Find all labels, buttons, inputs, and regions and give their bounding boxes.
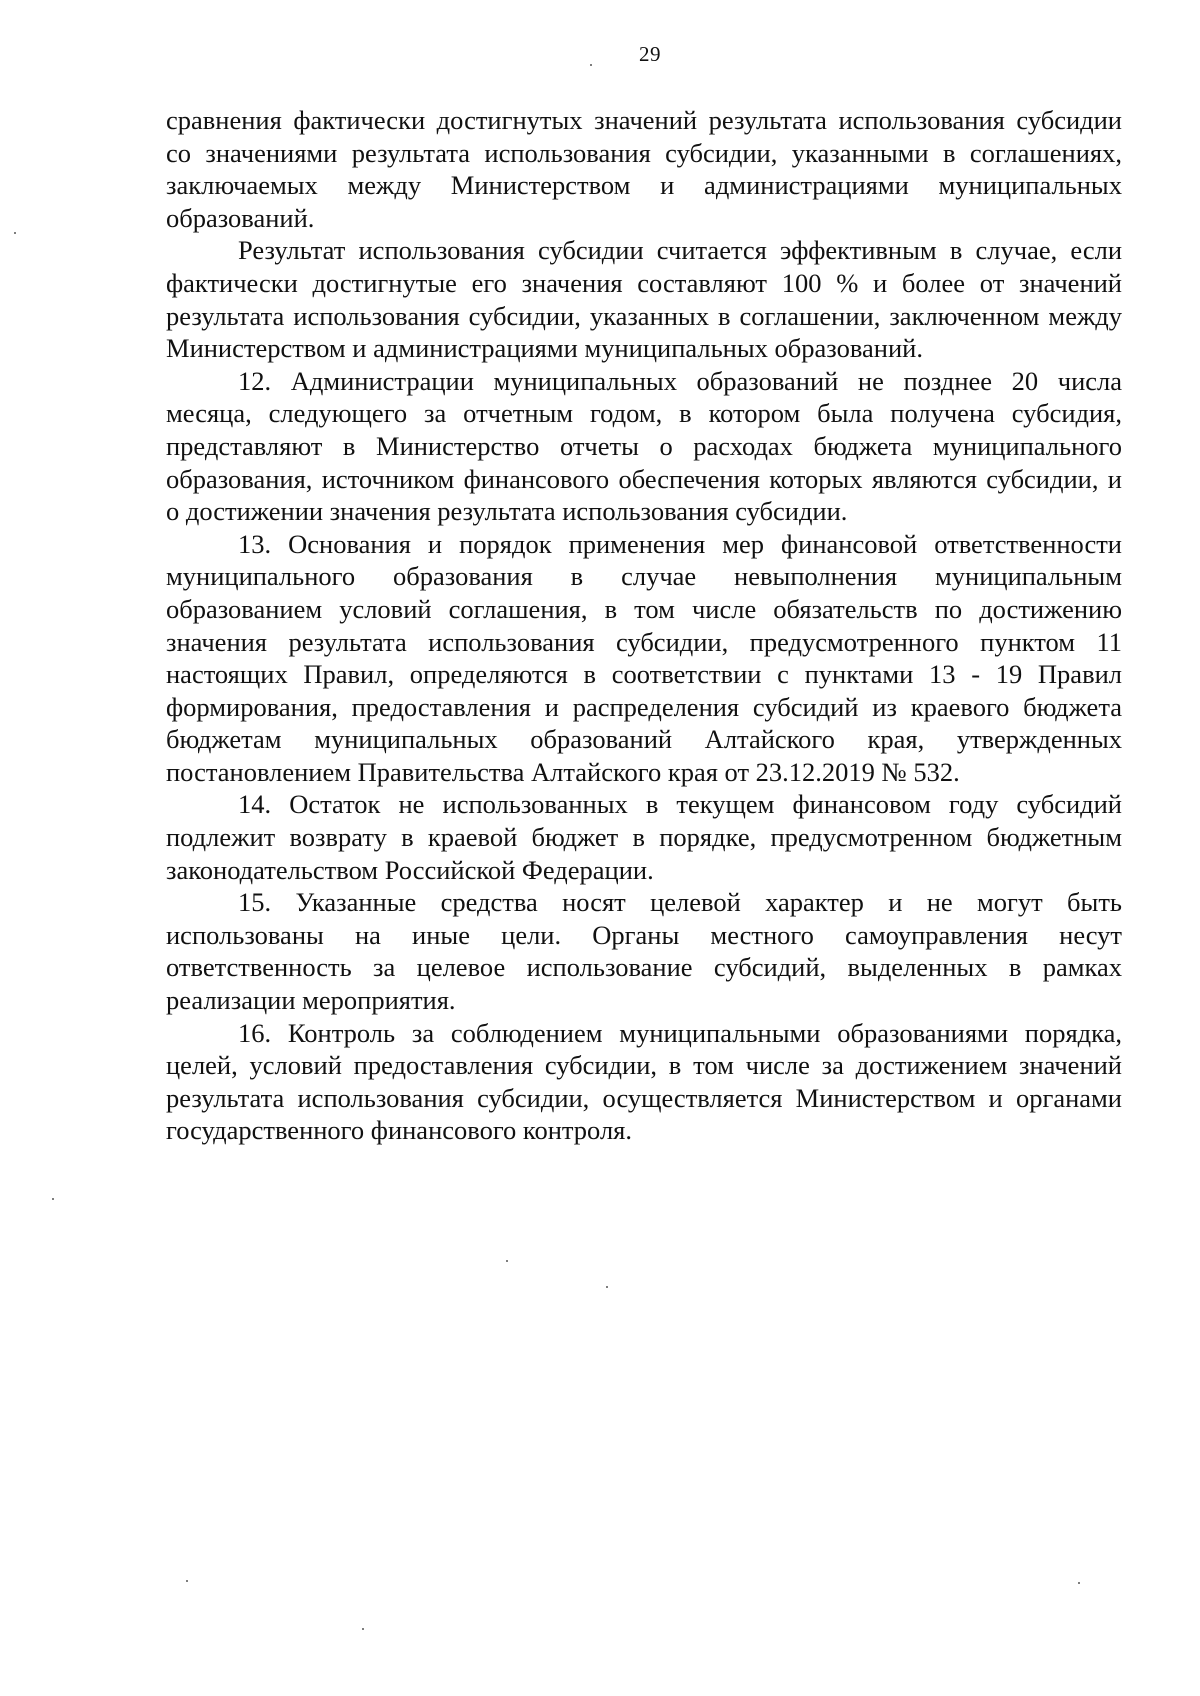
- paragraph-item-15: 15. Указанные средства носят целевой характер и не могут быть использованы на иные цели. Органы местного самоуправления несут ответственность за целевое использование субсидий, выделенных в рамках реализации мероприятия.: [166, 887, 1122, 1016]
- scan-speck: [606, 1286, 608, 1288]
- scan-speck: [506, 1260, 508, 1262]
- paragraph-continuation: сравнения фактически достигнутых значений результата использования субсидии со значениями результата использования субсидии, указанными в соглашениях, заключаемых между Министерством и администрациями муниципальных образований.: [166, 105, 1122, 233]
- paragraph-result-effectiveness: Результат использования субсидии считается эффективным в случае, если фактически достигнутые его значения составляют 100 % и более от значений результата использования субсидии, указанных в соглашении, заключенном между Министерством и администрациями муниципальных образований.: [166, 235, 1122, 364]
- paragraph-item-16: 16. Контроль за соблюдением муниципальными образованиями порядка, целей, условий предоставления субсидии, в том числе за достижением значений результата использования субсидии, осуществляется Министерством и органами государственного финансового контроля.: [166, 1017, 1122, 1146]
- scan-speck: [186, 1580, 188, 1582]
- page-number: 29: [639, 42, 661, 66]
- paragraph-item-12: 12. Администрации муниципальных образований не позднее 20 числа месяца, следующего за отчетным годом, в котором была получена субсидия, представляют в Министерство отчеты о расходах бюджета муниципального образования, источником финансового обеспечения которых являются субсидии, и о достижении значения результата использования субсидии.: [166, 365, 1122, 527]
- scan-speck: [362, 1628, 364, 1630]
- scan-speck: [52, 1198, 54, 1200]
- paragraph-item-13: 13. Основания и порядок применения мер финансовой ответственности муниципального образования в случае невыполнения муниципальным образованием условий соглашения, в том числе обязательств по достижению значения результата использования субсидии, предусмотренного пунктом 11 настоящих Правил, определяются в соответствии с пунктами 13 - 19 Правил формирования, предоставления и распределения субсидий из краевого бюджета бюджетам муниципальных образований Алтайского края, утвержденных постановлением Правительства Алтайского края от 23.12.2019 № 532.: [166, 528, 1122, 787]
- scan-speck: [14, 232, 16, 234]
- document-body: [166, 104, 1122, 1147]
- paragraph-item-14: 14. Остаток не использованных в текущем финансовом году субсидий подлежит возврату в краевой бюджет в порядке, предусмотренном бюджетным законодательством Российской Федерации.: [166, 789, 1122, 885]
- scan-speck: [590, 64, 592, 66]
- scan-speck: [1078, 1582, 1080, 1584]
